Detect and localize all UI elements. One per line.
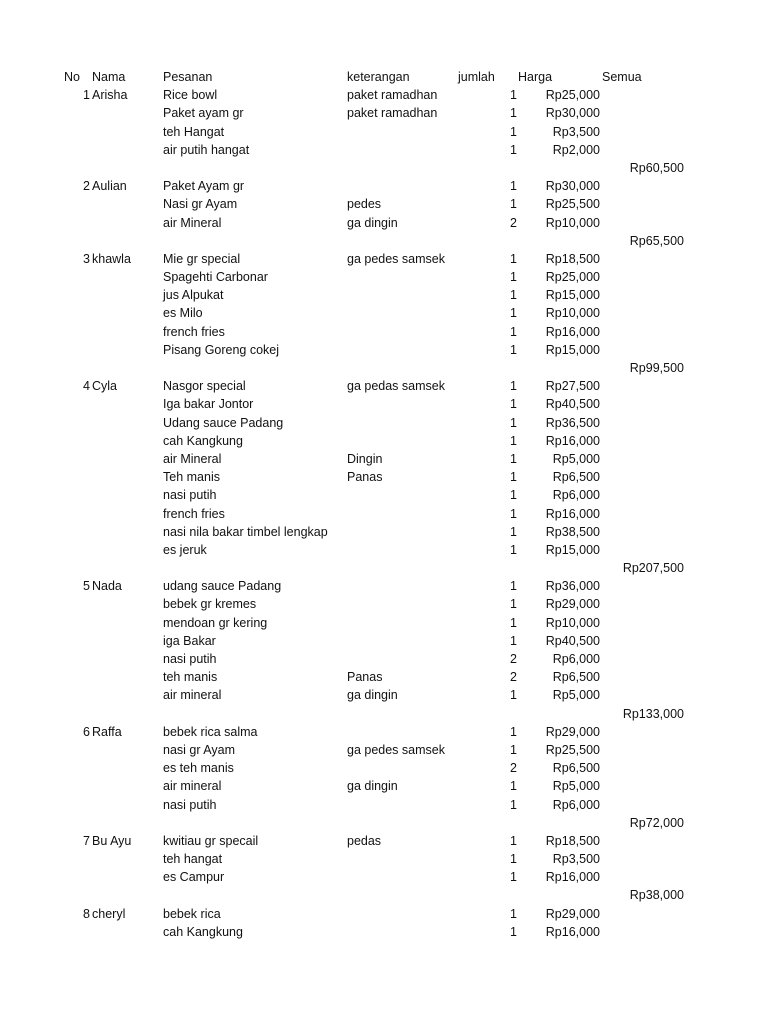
item-quantity: 1 (510, 779, 517, 794)
item-name: cah Kangkung (163, 433, 243, 448)
item-quantity: 1 (510, 524, 517, 539)
order-total: Rp72,000 (629, 815, 684, 830)
item-note: Dingin (347, 451, 383, 466)
order-number: 7 (83, 833, 90, 848)
order-item-row (0, 577, 768, 595)
order-item-row (0, 395, 768, 413)
item-price: Rp18,500 (545, 833, 600, 848)
item-name: es teh manis (163, 761, 234, 776)
item-name: french fries (163, 506, 225, 521)
order-item-row (0, 650, 768, 668)
header-jumlah: jumlah (458, 70, 495, 84)
order-total-row (0, 705, 768, 723)
order-total-row (0, 814, 768, 832)
order-item-row (0, 86, 768, 104)
header-semua: Semua (602, 70, 642, 84)
item-quantity: 1 (510, 197, 517, 212)
item-quantity: 1 (510, 597, 517, 612)
item-note: ga dingin (347, 779, 398, 794)
item-price: Rp36,000 (545, 579, 600, 594)
order-item-row (0, 104, 768, 122)
order-total: Rp133,000 (622, 706, 684, 721)
item-quantity: 1 (510, 88, 517, 103)
item-price: Rp16,000 (545, 324, 600, 339)
item-note: pedes (347, 197, 382, 212)
item-name: iga Bakar (163, 633, 216, 648)
item-name: Paket ayam gr (163, 106, 244, 121)
item-quantity: 2 (510, 215, 517, 230)
order-item-row (0, 759, 768, 777)
item-name: Spagehti Carbonar (163, 270, 268, 285)
order-item-row (0, 268, 768, 286)
order-item-row (0, 923, 768, 941)
item-quantity: 1 (510, 906, 517, 921)
item-name: es Campur (163, 870, 225, 885)
item-quantity: 1 (510, 379, 517, 394)
item-name: french fries (163, 324, 225, 339)
item-quantity: 1 (510, 342, 517, 357)
item-name: Nasgor special (163, 379, 246, 394)
item-quantity: 1 (510, 106, 517, 121)
order-total-row (0, 359, 768, 377)
item-price: Rp5,000 (552, 451, 600, 466)
item-quantity: 1 (510, 251, 517, 266)
item-name: air Mineral (163, 215, 222, 230)
item-price: Rp3,500 (552, 852, 600, 867)
item-name: kwitiau gr specail (163, 833, 259, 848)
order-item-row (0, 905, 768, 923)
item-name: Pisang Goreng cokej (163, 342, 280, 357)
item-price: Rp16,000 (545, 870, 600, 885)
order-total: Rp60,500 (629, 160, 684, 175)
item-quantity: 1 (510, 542, 517, 557)
order-number: 8 (83, 906, 90, 921)
item-price: Rp25,500 (545, 742, 600, 757)
order-item-row (0, 686, 768, 704)
item-quantity: 1 (510, 724, 517, 739)
order-item-row (0, 377, 768, 395)
order-item-row (0, 450, 768, 468)
order-total-row (0, 886, 768, 904)
item-quantity: 2 (510, 761, 517, 776)
header-no: No (64, 70, 80, 84)
item-quantity: 1 (510, 397, 517, 412)
order-sheet (0, 68, 768, 941)
item-quantity: 1 (510, 324, 517, 339)
item-quantity: 1 (510, 470, 517, 485)
customer-name: Cyla (92, 379, 118, 394)
order-item-row (0, 468, 768, 486)
item-price: Rp29,000 (545, 597, 600, 612)
order-item-row (0, 868, 768, 886)
item-quantity: 2 (510, 670, 517, 685)
item-price: Rp16,000 (545, 506, 600, 521)
item-quantity: 1 (510, 688, 517, 703)
item-price: Rp5,000 (552, 688, 600, 703)
order-item-row (0, 796, 768, 814)
item-price: Rp18,500 (545, 251, 600, 266)
item-name: air Mineral (163, 451, 222, 466)
order-total-row (0, 232, 768, 250)
item-note: ga pedas samsek (347, 379, 445, 394)
item-price: Rp16,000 (545, 924, 600, 939)
item-price: Rp30,000 (545, 106, 600, 121)
order-total: Rp99,500 (629, 361, 684, 375)
header-pesanan: Pesanan (163, 70, 213, 84)
item-price: Rp16,000 (545, 433, 600, 448)
item-quantity: 1 (510, 833, 517, 848)
order-item-row (0, 541, 768, 559)
order-rows (0, 86, 768, 941)
order-number: 5 (83, 579, 90, 594)
order-total-row (0, 559, 768, 577)
item-quantity: 1 (510, 415, 517, 430)
order-total: Rp65,500 (629, 233, 684, 248)
order-item-row (0, 832, 768, 850)
item-price: Rp30,000 (545, 179, 600, 194)
order-item-row (0, 777, 768, 795)
customer-name: Raffa (92, 724, 122, 739)
item-quantity: 1 (510, 433, 517, 448)
item-price: Rp10,000 (545, 215, 600, 230)
item-name: air mineral (163, 688, 222, 703)
item-note: paket ramadhan (347, 106, 438, 121)
item-quantity: 1 (510, 797, 517, 812)
header-keterangan: keterangan (347, 70, 410, 84)
item-note: ga dingin (347, 688, 398, 703)
item-name: es Milo (163, 306, 203, 321)
item-name: mendoan gr kering (163, 615, 268, 630)
item-price: Rp29,000 (545, 906, 600, 921)
order-item-row (0, 250, 768, 268)
item-note: Panas (347, 470, 383, 485)
item-price: Rp38,500 (545, 524, 600, 539)
item-price: Rp25,000 (545, 270, 600, 285)
item-price: Rp29,000 (545, 724, 600, 739)
customer-name: Nada (92, 579, 122, 594)
order-total: Rp38,000 (629, 888, 684, 903)
order-item-row (0, 214, 768, 232)
item-name: Mie gr special (163, 251, 241, 266)
item-price: Rp15,000 (545, 542, 600, 557)
header-row (0, 68, 768, 86)
customer-name: Arisha (92, 88, 128, 103)
order-number: 4 (83, 379, 90, 394)
item-quantity: 1 (510, 579, 517, 594)
order-total-row (0, 159, 768, 177)
item-name: Iga bakar Jontor (163, 397, 254, 412)
order-item-row (0, 123, 768, 141)
item-name: nasi putih (163, 652, 217, 666)
customer-name: khawla (92, 251, 131, 266)
item-price: Rp6,000 (552, 652, 600, 666)
item-note: pedas (347, 833, 382, 848)
customer-name: Aulian (92, 179, 127, 194)
order-number: 6 (83, 724, 90, 739)
item-price: Rp3,500 (552, 124, 600, 139)
customer-name: cheryl (92, 906, 126, 921)
item-quantity: 1 (510, 288, 517, 303)
order-item-row (0, 341, 768, 359)
item-note: ga pedes samsek (347, 251, 445, 266)
item-price: Rp2,000 (552, 142, 600, 157)
item-price: Rp10,000 (545, 615, 600, 630)
item-quantity: 1 (510, 451, 517, 466)
order-item-row (0, 523, 768, 541)
order-item-row (0, 741, 768, 759)
order-number: 1 (83, 88, 90, 103)
header-nama: Nama (92, 70, 126, 84)
order-item-row (0, 286, 768, 304)
item-quantity: 1 (510, 615, 517, 630)
item-name: udang sauce Padang (163, 579, 282, 594)
order-item-row (0, 614, 768, 632)
item-price: Rp27,500 (545, 379, 600, 394)
item-price: Rp25,000 (545, 88, 600, 103)
item-price: Rp5,000 (552, 779, 600, 794)
item-quantity: 1 (510, 852, 517, 867)
item-quantity: 1 (510, 870, 517, 885)
item-price: Rp40,500 (545, 397, 600, 412)
item-price: Rp6,000 (552, 488, 600, 503)
order-number: 2 (83, 179, 90, 194)
header-harga: Harga (518, 70, 553, 84)
item-quantity: 1 (510, 142, 517, 157)
item-price: Rp40,500 (545, 633, 600, 648)
item-quantity: 1 (510, 633, 517, 648)
item-quantity: 1 (510, 924, 517, 939)
item-name: Udang sauce Padang (163, 415, 284, 430)
item-price: Rp36,500 (545, 415, 600, 430)
item-note: paket ramadhan (347, 88, 438, 103)
item-quantity: 1 (510, 124, 517, 139)
item-quantity: 1 (510, 742, 517, 757)
customer-name: Bu Ayu (92, 833, 132, 848)
order-item-row (0, 723, 768, 741)
item-name: Paket Ayam gr (163, 179, 245, 194)
order-item-row (0, 850, 768, 868)
order-item-row (0, 668, 768, 686)
item-name: cah Kangkung (163, 924, 243, 939)
item-name: nasi putih (163, 488, 217, 503)
item-name: nasi gr Ayam (163, 742, 236, 757)
item-name: Nasi gr Ayam (163, 197, 238, 212)
order-number: 3 (83, 251, 90, 266)
item-price: Rp6,500 (552, 670, 600, 685)
item-quantity: 2 (510, 652, 517, 666)
order-item-row (0, 141, 768, 159)
item-price: Rp15,000 (545, 342, 600, 357)
item-name: bebek gr kremes (163, 597, 257, 612)
order-item-row (0, 432, 768, 450)
item-name: jus Alpukat (163, 288, 224, 303)
order-item-row (0, 505, 768, 523)
item-name: air mineral (163, 779, 222, 794)
item-note: ga pedes samsek (347, 742, 445, 757)
item-quantity: 1 (510, 506, 517, 521)
item-price: Rp6,500 (552, 470, 600, 485)
order-item-row (0, 414, 768, 432)
order-item-row (0, 595, 768, 613)
order-item-row (0, 304, 768, 322)
order-total: Rp207,500 (622, 561, 684, 576)
order-item-row (0, 486, 768, 504)
item-name: Teh manis (163, 470, 220, 485)
order-item-row (0, 195, 768, 213)
item-name: Rice bowl (163, 88, 218, 103)
item-quantity: 1 (510, 488, 517, 503)
item-quantity: 1 (510, 270, 517, 285)
item-price: Rp6,000 (552, 797, 600, 812)
order-item-row (0, 323, 768, 341)
item-price: Rp6,500 (552, 761, 600, 776)
item-name: bebek rica salma (163, 724, 258, 739)
item-note: ga dingin (347, 215, 398, 230)
item-quantity: 1 (510, 306, 517, 321)
order-item-row (0, 177, 768, 195)
item-quantity: 1 (510, 179, 517, 194)
item-name: teh manis (163, 670, 218, 685)
item-name: nasi putih (163, 797, 217, 812)
item-name: bebek rica (163, 906, 221, 921)
item-name: air putih hangat (163, 142, 250, 157)
item-price: Rp15,000 (545, 288, 600, 303)
item-name: teh hangat (163, 852, 223, 867)
item-name: es jeruk (163, 542, 207, 557)
item-price: Rp10,000 (545, 306, 600, 321)
item-name: nasi nila bakar timbel lengkap (163, 524, 328, 539)
item-note: Panas (347, 670, 383, 685)
item-name: teh Hangat (163, 124, 225, 139)
order-item-row (0, 632, 768, 650)
item-price: Rp25,500 (545, 197, 600, 212)
